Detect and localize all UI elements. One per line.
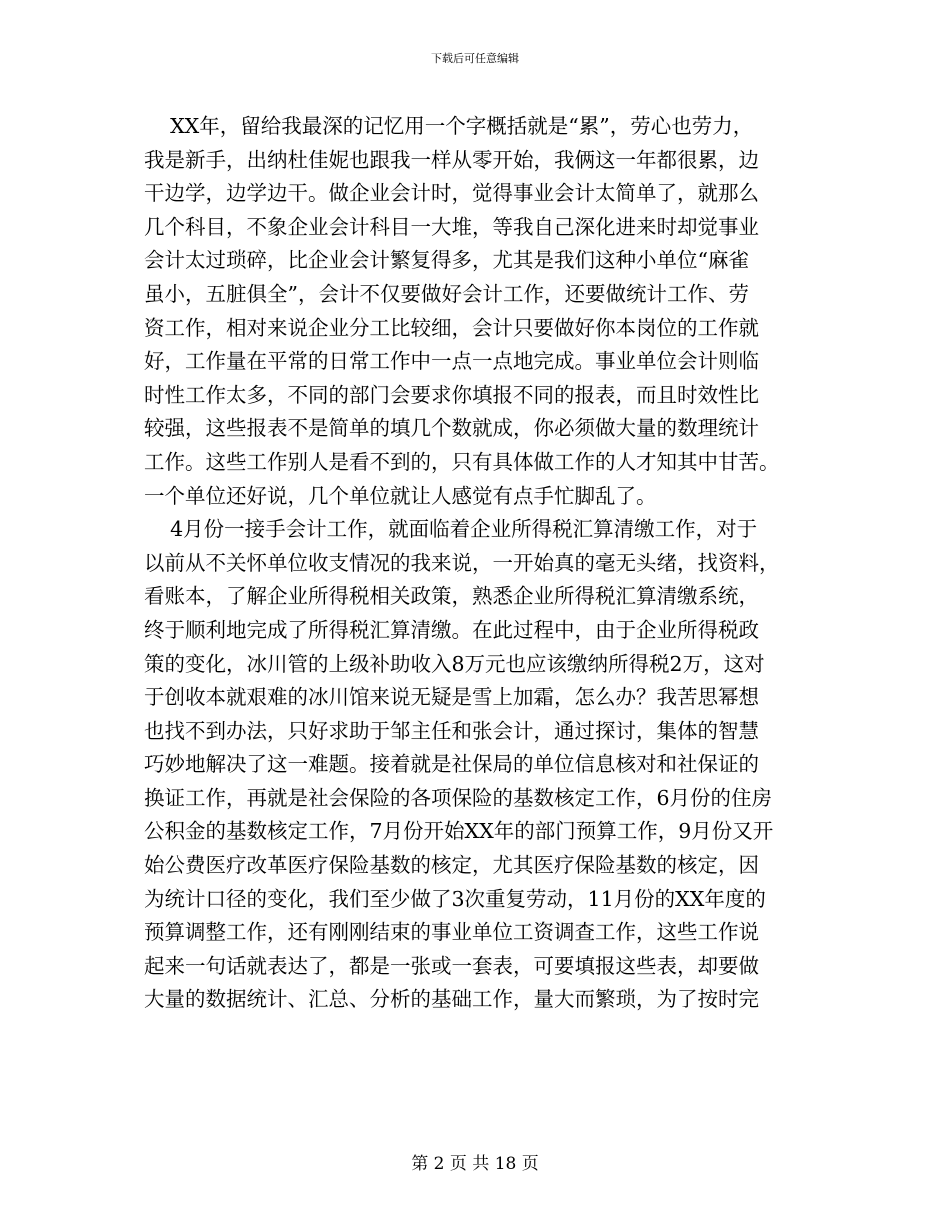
text-line: 为统计口径的变化，我们至少做了3次重复劳动，11月份的XX年度的 [144, 886, 766, 911]
text-line: 会计太过琐碎，比企业会计繁复得多，尤其是我们这种小单位“麻雀 [144, 248, 749, 273]
text-line: 巧妙地解决了这一难题。接着就是社保局的单位信息核对和社保证的 [144, 752, 759, 777]
text-line: 几个科目，不象企业会计科目一大堆，等我自己深化进来时却觉事业 [144, 214, 759, 239]
text-line: 虽小，五脏俱全”，会计不仅要做好会计工作，还要做统计工作、劳 [144, 281, 749, 306]
text-line: 以前从不关怀单位收支情况的我来说，一开始真的毫无头绪，找资料， [144, 550, 780, 575]
text-line: 起来一句话就表达了，都是一张或一套表，可要填报这些表，却要做 [144, 953, 759, 978]
text-line: 好，工作量在平常的日常工作中一点一点地完成。事业单位会计则临 [144, 349, 759, 374]
text-line: 于创收本就艰难的冰川馆来说无疑是雪上加霜，怎么办？我苦思幂想 [144, 685, 759, 710]
text-line: 公积金的基数核定工作，7月份开始XX年的部门预算工作，9月份又开 [144, 819, 774, 844]
text-line: 始公费医疗改革医疗保险基数的核定，尤其医疗保险基数的核定，因 [144, 853, 759, 878]
document-body [144, 110, 812, 1017]
text-line: 预算调整工作，还有刚刚结束的事业单位工资调查工作，这些工作说 [144, 920, 759, 945]
text-line: 我是新手，出纳杜佳妮也跟我一样从零开始，我俩这一年都很累，边 [144, 147, 759, 172]
text-line: 工作。这些工作别人是看不到的，只有具体做工作的人才知其中甘苦。 [144, 449, 780, 474]
text-line: 较强，这些报表不是简单的填几个数就成，你必须做大量的数理统计 [144, 416, 759, 441]
text-line: 也找不到办法，只好求助于邹主任和张会计，通过探讨，集体的智慧 [144, 718, 759, 743]
text-line: 干边学，边学边干。做企业会计时，觉得事业会计太简单了，就那么 [144, 181, 759, 206]
text-line: 看账本，了解企业所得税相关政策，熟悉企业所得税汇算清缴系统， [144, 584, 759, 609]
text-line: 一个单位还好说，几个单位就让人感觉有点手忙脚乱了。 [144, 483, 657, 508]
text-line: 4月份一接手会计工作，就面临着企业所得税汇算清缴工作，对于 [144, 517, 758, 542]
text-line: XX年，留给我最深的记忆用一个字概括就是“累”，劳心也劳力， [144, 114, 754, 138]
text-line: 时性工作太多，不同的部门会要求你填报不同的报表，而且时效性比 [144, 382, 759, 407]
text-line: 大量的数据统计、汇总、分析的基础工作，量大而繁琐，为了按时完 [144, 987, 759, 1012]
text-line: 资工作，相对来说企业分工比较细，会计只要做好你本岗位的工作就 [144, 315, 759, 340]
page-footer: 第 2 页 共 18 页 [411, 1154, 539, 1174]
text-line: 策的变化，冰川管的上级补助收入8万元也应该缴纳所得税2万，这对 [144, 651, 765, 676]
text-line: 换证工作，再就是社会保险的各项保险的基数核定工作，6月份的住房 [144, 785, 773, 810]
text-line: 终于顺利地完成了所得税汇算清缴。在此过程中，由于企业所得税政 [144, 617, 759, 642]
page-header: 下载后可任意编辑 [431, 52, 519, 65]
